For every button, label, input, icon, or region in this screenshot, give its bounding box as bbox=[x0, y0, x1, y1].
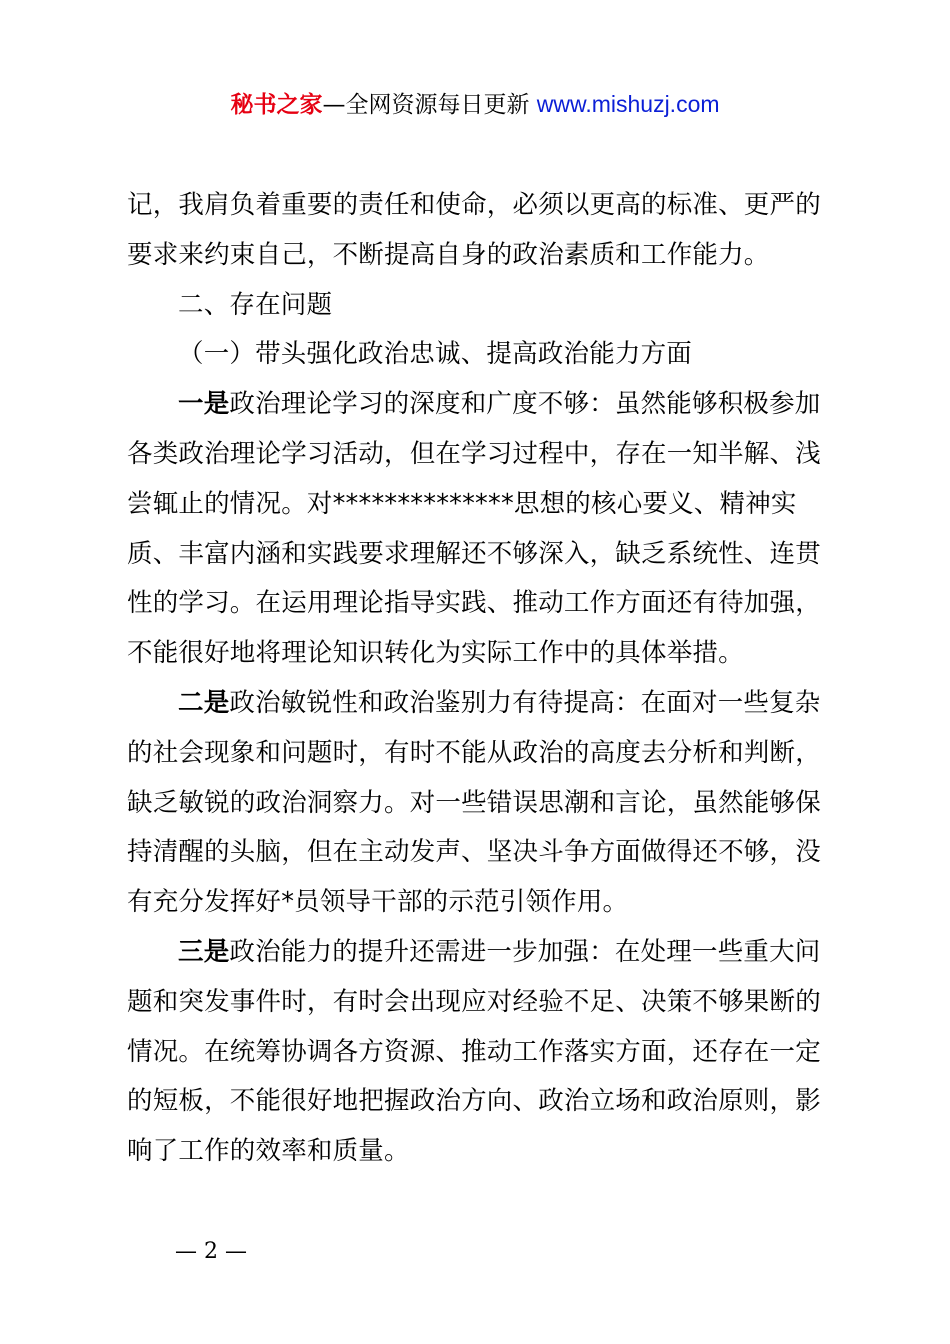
site-url: www.mishuzj.com bbox=[536, 91, 720, 117]
item-paragraph-3 bbox=[127, 928, 837, 1177]
item-lead-1: 一是 bbox=[178, 389, 230, 420]
item-text-3: 政治能力的提升还需进一步加强：在处理一些重大问题和突发事件时，有时会出现应对经验不足、决策不够果断的情况。在统筹协调各方资源、推动工作落实方面，还存在一定的短板，不能很好地把握政治方向、政治立场和政治原则，影响了工作的效率和质量。 bbox=[127, 936, 821, 1167]
page-header bbox=[0, 86, 950, 123]
item-lead-3: 三是 bbox=[178, 936, 230, 967]
subsection-heading: （一）带头强化政治忠诚、提高政治能力方面 bbox=[178, 339, 693, 370]
item-paragraph-2 bbox=[127, 679, 837, 928]
item-text-1: 政治理论学习的深度和广度不够：虽然能够积极参加各类政治理论学习活动，但在学习过程中，存在一知半解、浅尝辄止的情况。对**************思想的核心要义、精神实质、丰富内涵和实践要求理解还不够深入，缺乏系统性、连贯性的学习。在运用理论指导实践、推动工作方面还有待加强，不能很好地将理论知识转化为实际工作中的具体举措。 bbox=[127, 389, 821, 669]
document-body bbox=[127, 181, 837, 1177]
site-brand: 秘书之家 bbox=[230, 92, 323, 118]
section-heading: 二、存在问题 bbox=[178, 289, 333, 320]
item-paragraph-1 bbox=[127, 380, 837, 679]
item-lead-2: 二是 bbox=[178, 687, 230, 718]
page-number: — 2 — bbox=[175, 1239, 247, 1264]
site-tagline: —全网资源每日更新 bbox=[322, 92, 537, 118]
item-text-2: 政治敏锐性和政治鉴别力有待提高：在面对一些复杂的社会现象和问题时，有时不能从政治的高度去分析和判断，缺乏敏锐的政治洞察力。对一些错误思潮和言论，虽然能够保持清醒的头脑，但在主动发声、坚决斗争方面做得还不够，没有充分发挥好*员领导干部的示范引领作用。 bbox=[127, 687, 821, 918]
paragraph-continuation: 记，我肩负着重要的责任和使命，必须以更高的标准、更严的要求来约束自己，不断提高自身的政治素质和工作能力。 bbox=[127, 190, 821, 270]
